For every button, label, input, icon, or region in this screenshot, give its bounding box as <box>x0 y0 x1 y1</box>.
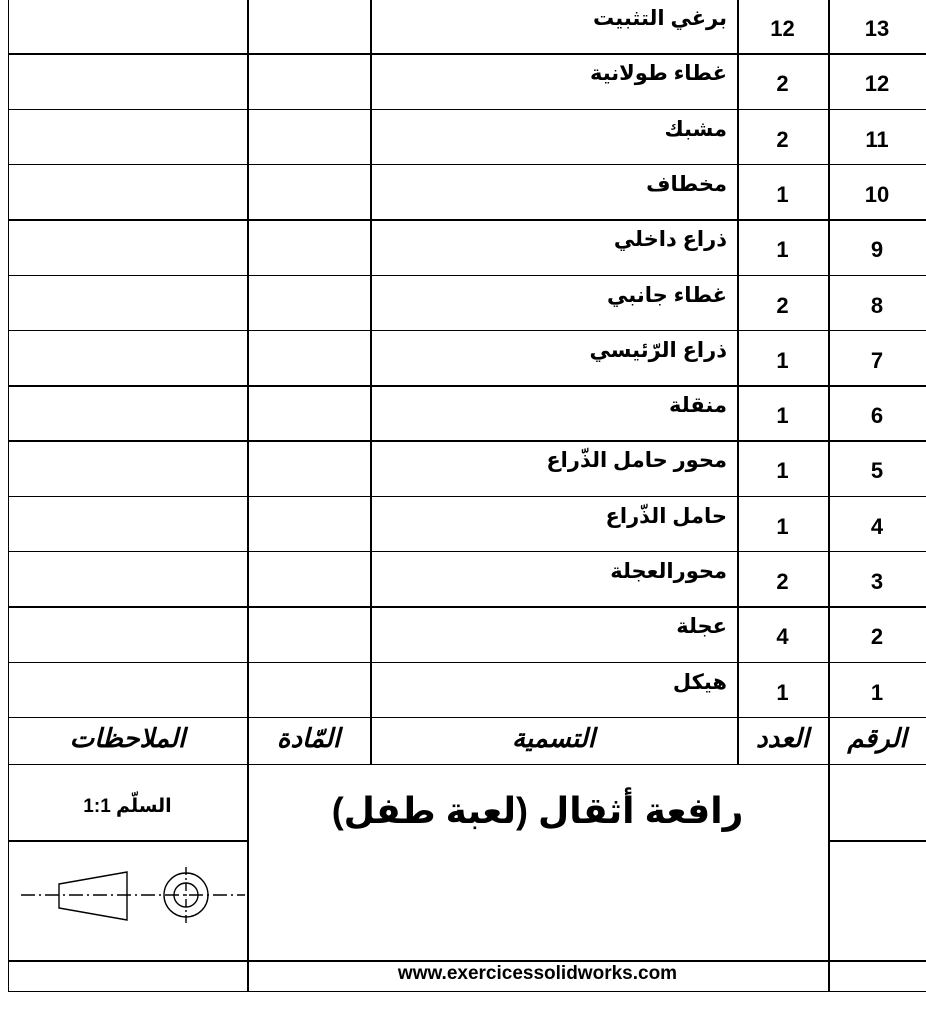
notes-cell <box>8 385 249 442</box>
part-quantity: 4 <box>776 624 789 650</box>
header-number: الرقم <box>847 723 907 754</box>
material-cell <box>247 109 372 166</box>
part-number: 4 <box>870 513 884 539</box>
header-material: المّادة <box>276 723 341 754</box>
notes-cell <box>8 440 249 497</box>
material-cell <box>247 0 372 55</box>
part-name: محورالعجلة <box>610 560 727 583</box>
part-number: 10 <box>864 181 890 207</box>
notes-cell <box>8 496 249 553</box>
part-number: 3 <box>870 569 884 594</box>
part-quantity: 1 <box>776 237 789 263</box>
part-number: 6 <box>870 403 884 429</box>
part-name: ذراع داخلي <box>613 228 727 252</box>
notes-cell <box>8 275 249 332</box>
material-cell <box>247 496 372 553</box>
header-quantity: العدد <box>756 723 809 754</box>
part-quantity: 1 <box>776 513 789 539</box>
part-quantity: 1 <box>776 403 789 429</box>
website-url: www.exercicessolidworks.com <box>397 963 678 984</box>
part-number: 8 <box>870 292 884 318</box>
part-name: حامل الذّراع <box>605 504 727 528</box>
notes-cell <box>8 164 249 221</box>
material-cell <box>247 164 372 221</box>
part-quantity: 2 <box>776 126 789 152</box>
notes-cell <box>8 109 249 166</box>
material-cell <box>247 606 372 663</box>
drawing-title: رافعة أثقال (لعبة طفل) <box>331 790 744 831</box>
part-number: 13 <box>864 16 890 41</box>
part-number: 9 <box>870 237 884 263</box>
bottom-left-cell <box>8 960 249 992</box>
notes-cell <box>8 330 249 387</box>
notes-cell <box>8 551 249 608</box>
material-cell <box>247 275 372 332</box>
notes-cell <box>8 0 249 55</box>
bottom-right-cell <box>828 960 926 992</box>
notes-cell <box>8 662 249 719</box>
part-name: برغي التثبيت <box>593 7 727 30</box>
part-quantity: 12 <box>770 16 795 41</box>
notes-cell <box>8 53 249 110</box>
part-number: 2 <box>870 624 884 650</box>
material-cell <box>247 551 372 608</box>
part-quantity: 1 <box>776 181 789 207</box>
scale-label: السلّم 1:1 <box>83 796 172 817</box>
part-name: عجلة <box>676 615 727 639</box>
material-cell <box>247 53 372 110</box>
trapezoid-view <box>59 872 127 920</box>
material-cell <box>247 385 372 442</box>
material-cell <box>247 662 372 719</box>
part-quantity: 2 <box>776 71 789 97</box>
part-number: 1 <box>870 679 884 705</box>
projection-symbol-icon <box>9 841 247 959</box>
part-name: مخطاف <box>646 172 727 196</box>
part-name: ذراع الرّئيسي <box>589 338 727 362</box>
part-number: 12 <box>864 71 890 97</box>
part-name: مشبك <box>664 117 727 141</box>
notes-cell <box>8 219 249 276</box>
part-quantity: 1 <box>776 458 789 484</box>
part-name: محور حامل الذّراع <box>546 449 727 473</box>
part-number: 7 <box>870 347 884 373</box>
title-block-right-bottom <box>828 840 926 962</box>
part-name: منقلة <box>669 394 727 418</box>
part-quantity: 2 <box>776 292 789 318</box>
title-block-right-top <box>828 764 926 842</box>
part-number: 5 <box>870 458 884 484</box>
part-name: هيكل <box>672 670 727 694</box>
material-cell <box>247 330 372 387</box>
material-cell <box>247 219 372 276</box>
part-quantity: 1 <box>776 347 789 373</box>
part-quantity: 1 <box>776 679 789 705</box>
part-name: غطاء جانبي <box>607 283 727 307</box>
header-notes: الملاحظات <box>69 723 186 754</box>
header-designation: التسمية <box>511 723 595 754</box>
part-name: غطاء طولانية <box>589 62 727 86</box>
part-number: 11 <box>865 126 889 152</box>
notes-cell <box>8 606 249 663</box>
material-cell <box>247 440 372 497</box>
part-quantity: 2 <box>776 569 789 594</box>
